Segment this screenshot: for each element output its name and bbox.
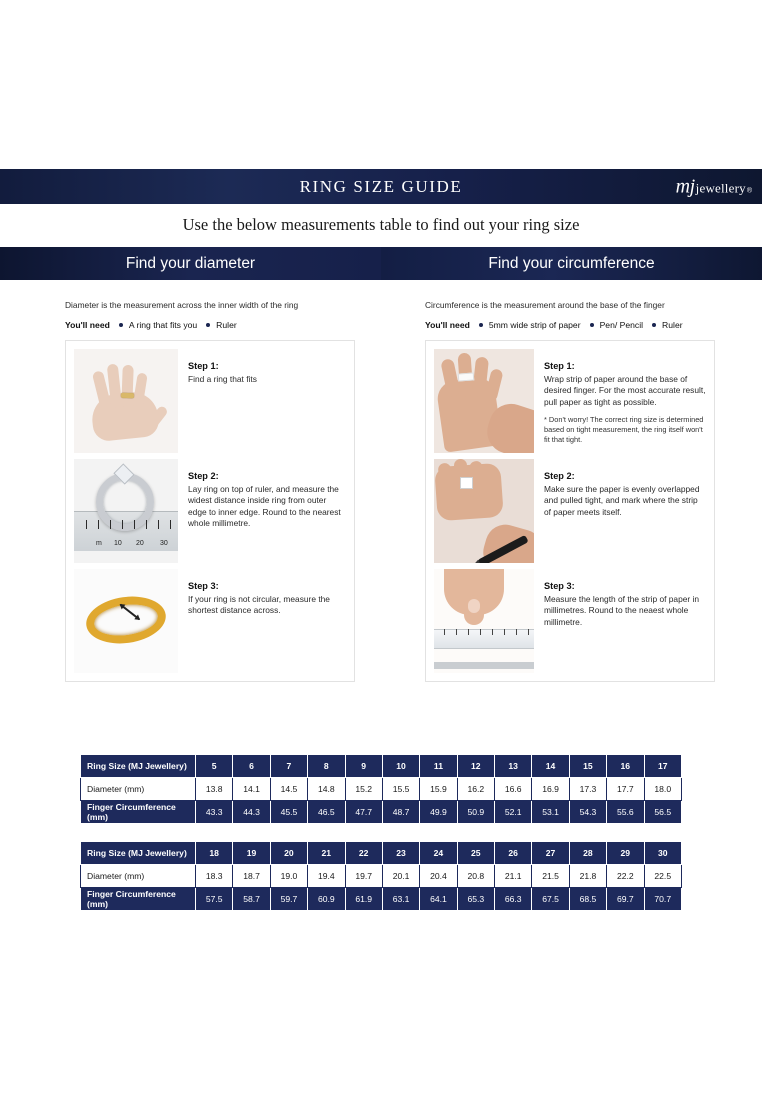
bullet-icon — [479, 323, 483, 327]
diameter-need-item-0: A ring that fits you — [128, 320, 198, 331]
table-cell: 53.1 — [532, 801, 569, 824]
bullet-icon — [206, 323, 210, 327]
table-cell: 68.5 — [569, 888, 606, 911]
table-cell: 16.2 — [457, 778, 494, 801]
table-cell: 6 — [233, 755, 270, 778]
table-cell: 13 — [495, 755, 532, 778]
circumference-step-3 — [434, 569, 706, 673]
table-cell: 43.3 — [196, 801, 233, 824]
table-cell: 16.9 — [532, 778, 569, 801]
table-cell: 26 — [495, 842, 532, 865]
table-cell: 63.1 — [382, 888, 419, 911]
diameter-step-1 — [74, 349, 346, 453]
table-cell: 19.0 — [270, 865, 307, 888]
gold-ring-image — [74, 569, 178, 673]
table-cell: 21.8 — [569, 865, 606, 888]
bullet-icon — [119, 323, 123, 327]
table-cell: 22.2 — [607, 865, 644, 888]
size-table-2 — [80, 841, 682, 911]
table-cell: 20.4 — [420, 865, 457, 888]
table-cell: 17.3 — [569, 778, 606, 801]
table-cell: 66.3 — [495, 888, 532, 911]
diameter-description: Diameter is the measurement across the inner width of the ring — [65, 300, 299, 310]
table-cell: 67.5 — [532, 888, 569, 911]
table-cell: 14 — [532, 755, 569, 778]
table-cell: 64.1 — [420, 888, 457, 911]
table-cell: 18.0 — [644, 778, 682, 801]
diameter-step-2 — [74, 459, 346, 563]
table-cell: 16 — [607, 755, 644, 778]
wrap-paper-image — [434, 349, 534, 453]
table-cell: 58.7 — [233, 888, 270, 911]
circumference-step-1-body: Wrap strip of paper around the base of desired finger. For the most accurate result, pull paper as tight as possible. — [544, 374, 706, 407]
table-cell: 59.7 — [270, 888, 307, 911]
table-cell: 49.9 — [420, 801, 457, 824]
size-table-1 — [80, 754, 682, 824]
table-row-label: Ring Size (MJ Jewellery) — [81, 842, 196, 865]
section-header-diameter — [0, 247, 381, 280]
table-cell: 20.8 — [457, 865, 494, 888]
circumference-needs-label: You'll need — [425, 320, 470, 331]
table-cell: 18.7 — [233, 865, 270, 888]
table-cell: 70.7 — [644, 888, 682, 911]
diameter-step-1-title: Step 1: — [188, 361, 219, 372]
table-cell: 27 — [532, 842, 569, 865]
circumference-step-1-note: * Don't worry! The correct ring size is determined based on tight measurement, the ring itself won't fit that tight. — [544, 414, 704, 444]
table-cell: 69.7 — [607, 888, 644, 911]
circumference-requirements — [425, 320, 715, 330]
measure-strip-image — [434, 569, 534, 673]
section-header-circumference-label: Find your circumference — [488, 254, 655, 272]
diameter-step-1-body: Find a ring that fits — [188, 374, 257, 385]
section-header-diameter-label: Find your diameter — [125, 254, 256, 272]
table-cell: 50.9 — [457, 801, 494, 824]
circumference-step-3-body: Measure the length of the strip of paper in millimetres. Round to the neaest whole millimetre. — [544, 594, 700, 627]
table-cell: 17.7 — [607, 778, 644, 801]
table-row — [81, 865, 682, 888]
table-row — [81, 801, 682, 824]
table-cell: 25 — [457, 842, 494, 865]
bullet-icon — [652, 323, 656, 327]
table-row-label: Ring Size (MJ Jewellery) — [81, 755, 196, 778]
table-cell: 24 — [420, 842, 457, 865]
table-cell: 47.7 — [345, 801, 382, 824]
subtitle-text: Use the below measurements table to find out your ring size — [182, 215, 580, 234]
table-cell: 14.5 — [270, 778, 307, 801]
table-cell: 21.1 — [495, 865, 532, 888]
brand-jewellery-text: jewellery — [695, 180, 746, 195]
ring-on-ruler-image: m 10 20 30 — [74, 459, 178, 563]
table-cell: 15 — [569, 755, 606, 778]
circumference-need-item-2: Ruler — [662, 320, 683, 331]
table-cell: 60.9 — [308, 888, 345, 911]
table-cell: 30 — [644, 842, 682, 865]
circumference-step-2 — [434, 459, 706, 563]
table-cell: 57.5 — [196, 888, 233, 911]
table-cell: 15.5 — [382, 778, 419, 801]
table-cell: 22 — [345, 842, 382, 865]
diameter-step-3-title: Step 3: — [188, 581, 219, 592]
table-cell: 12 — [457, 755, 494, 778]
table-row-label: Diameter (mm) — [81, 778, 196, 801]
circumference-need-item-0: 5mm wide strip of paper — [488, 320, 581, 331]
table-cell: 23 — [382, 842, 419, 865]
table-cell: 54.3 — [569, 801, 606, 824]
table-row-label: Finger Circumference (mm) — [81, 801, 196, 824]
section-header-circumference — [381, 247, 762, 280]
table-cell: 18 — [196, 842, 233, 865]
table-row-label: Finger Circumference (mm) — [81, 888, 196, 911]
table-row-label: Diameter (mm) — [81, 865, 196, 888]
table-row — [81, 842, 682, 865]
table-cell: 5 — [196, 755, 233, 778]
table-cell: 21 — [308, 842, 345, 865]
table-cell: 18.3 — [196, 865, 233, 888]
table-cell: 55.6 — [607, 801, 644, 824]
table-cell: 48.7 — [382, 801, 419, 824]
circumference-step-1-title: Step 1: — [544, 361, 575, 372]
diameter-step-3 — [74, 569, 346, 673]
table-cell: 45.5 — [270, 801, 307, 824]
section-header-bar — [0, 247, 762, 280]
table-cell: 52.1 — [495, 801, 532, 824]
table-row — [81, 755, 682, 778]
subtitle-bar — [0, 204, 762, 246]
brand-logo — [676, 175, 752, 198]
table-cell: 19.7 — [345, 865, 382, 888]
diameter-step-3-body: If your ring is not circular, measure the shortest distance across. — [188, 594, 330, 616]
circumference-steps-panel — [425, 340, 715, 682]
table-row — [81, 888, 682, 911]
circumference-step-2-body: Make sure the paper is evenly overlapped and pulled tight, and mark where the strip of paper meets itself. — [544, 484, 700, 517]
page-title: RING SIZE GUIDE — [299, 176, 463, 196]
table-cell: 8 — [308, 755, 345, 778]
circumference-step-3-title: Step 3: — [544, 581, 575, 592]
brand-mj-text: mj — [675, 175, 695, 197]
table-cell: 28 — [569, 842, 606, 865]
table-cell: 65.3 — [457, 888, 494, 911]
header-bar — [0, 169, 762, 204]
table-cell: 44.3 — [233, 801, 270, 824]
table-cell: 14.1 — [233, 778, 270, 801]
table-cell: 21.5 — [532, 865, 569, 888]
circumference-column — [425, 300, 715, 682]
table-cell: 11 — [420, 755, 457, 778]
circumference-description: Circumference is the measurement around the base of the finger — [425, 300, 665, 310]
circumference-step-2-title: Step 2: — [544, 471, 575, 482]
table-cell: 46.5 — [308, 801, 345, 824]
table-cell: 7 — [270, 755, 307, 778]
table-cell: 19 — [233, 842, 270, 865]
table-cell: 14.8 — [308, 778, 345, 801]
diameter-steps-panel — [65, 340, 355, 682]
table-cell: 29 — [607, 842, 644, 865]
table-cell: 61.9 — [345, 888, 382, 911]
diameter-need-item-1: Ruler — [216, 320, 237, 331]
table-cell: 15.2 — [345, 778, 382, 801]
table-cell: 20 — [270, 842, 307, 865]
mark-paper-image — [434, 459, 534, 563]
table-cell: 22.5 — [644, 865, 682, 888]
circumference-step-1 — [434, 349, 706, 453]
diameter-step-2-title: Step 2: — [188, 471, 219, 482]
hand-with-ring-image — [74, 349, 178, 453]
table-cell: 56.5 — [644, 801, 682, 824]
table-row — [81, 778, 682, 801]
diameter-needs-label: You'll need — [65, 320, 110, 331]
table-cell: 15.9 — [420, 778, 457, 801]
circumference-need-item-1: Pen/ Pencil — [599, 320, 644, 331]
table-cell: 17 — [644, 755, 682, 778]
table-cell: 9 — [345, 755, 382, 778]
diameter-step-2-body: Lay ring on top of ruler, and measure the widest distance inside ring from outer edge to inner edge. Round to the nearest whole millimetre. — [188, 484, 341, 528]
table-cell: 13.8 — [196, 778, 233, 801]
table-cell: 20.1 — [382, 865, 419, 888]
bullet-icon — [590, 323, 594, 327]
diameter-requirements — [65, 320, 355, 330]
table-cell: 19.4 — [308, 865, 345, 888]
diameter-column — [65, 300, 355, 682]
table-cell: 10 — [382, 755, 419, 778]
table-cell: 16.6 — [495, 778, 532, 801]
registered-trademark-icon: ® — [746, 187, 752, 194]
